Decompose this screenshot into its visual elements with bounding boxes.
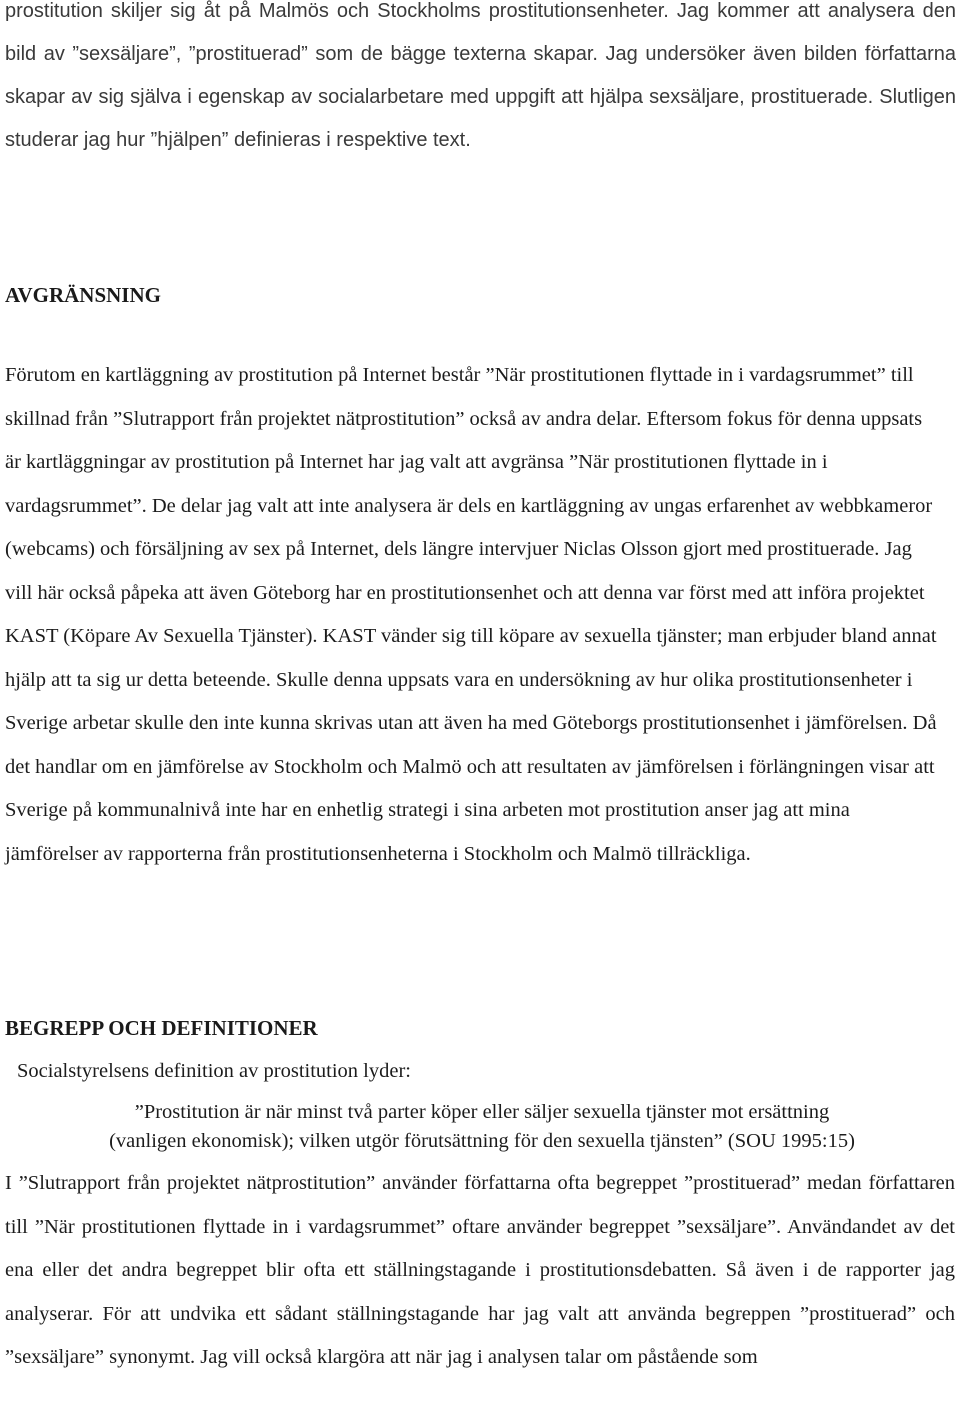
definition-quote xyxy=(22,1098,942,1156)
heading-concepts: BEGREPP OCH DEFINITIONER xyxy=(5,1016,318,1040)
heading-delimitation: AVGRÄNSNING xyxy=(5,283,161,307)
concepts-paragraph: I ”Slutrapport från projektet nätprostitution” använder författarna ofta begreppet ”prostituerad” medan författaren till ”När prostitutionen flyttade in i vardagsrummet” oftare använder begreppet ”sexsäljare”. Användandet av det ena eller det andra begreppet blir ofta ett ställningstagande i prostitutionsdebatten. Så även i de rapporter jag analyserar. För att undvika ett sådant ställningstagande har jag valt att använda begreppen ”prostituerad” och ”sexsäljare” synonymt. Jag vill också klargöra att när jag i analysen talar om påstående som xyxy=(5,1172,955,1368)
definition-intro: Socialstyrelsens definition av prostitution lyder: xyxy=(17,1060,411,1082)
delimitation-paragraph: Förutom en kartläggning av prostitution på Internet består ”När prostitutionen flyttade in i vardagsrummet” till skillnad från ”Slutrapport från projektet nätprostitution” också av andra delar. Eftersom fokus för denna uppsats är kartläggningar av prostitution på Internet har jag valt att avgränsa ”När prostitutionen flyttade in i vardagsrummet”. De delar jag valt att inte analysera är dels en kartläggning av ungas erfarenhet av webbkameror (webcams) och försäljning av sex på Internet, dels längre intervjuer Niclas Olsson gjort med prostituerade. Jag vill här också påpeka att även Göteborg har en prostitutionsenhet och att denna var först med att införa projektet KAST (Köpare Av Sexuella Tjänster). KAST vänder sig till köpare av sexuella tjänster; man erbjuder bland annat hjälp att ta sig ur detta beteende. Skulle denna uppsats vara en undersökning av hur olika prostitutionsenheter i Sverige arbetar skulle den inte kunna skrivas utan att även ha med Göteborgs prostitutionsenhet i jämförelsen. Då det handlar om en jämförelse av Stockholm och Malmö och att resultaten av jämförelsen i förlängningen visar att Sverige på kommunalnivå inte har en enhetlig strategi i sina arbeten mot prostitution anser jag att mina jämförelser av rapporterna från prostitutionsenheterna i Stockholm och Malmö tillräckliga. xyxy=(5,364,937,865)
definition-quote-line-1: ”Prostitution är när minst två parter köper eller säljer sexuella tjänster mot ersättning xyxy=(134,1101,830,1123)
definition-quote-line-2: (vanligen ekonomisk); vilken utgör förutsättning för den sexuella tjänsten” (SOU 1995:15) xyxy=(109,1130,855,1152)
intro-paragraph: prostitution skiljer sig åt på Malmös och Stockholms prostitutionsenheter. Jag kommer att analysera den bild av ”sexsäljare”, ”prostituerad” som de bägge texterna skapar. Jag undersöker även bilden författarna skapar av sig själva i egenskap av socialarbetare med uppgift att hjälpa sexsäljare, prostituerade. Slutligen studerar jag hur ”hjälpen” definieras i respektive text. xyxy=(5,0,956,151)
